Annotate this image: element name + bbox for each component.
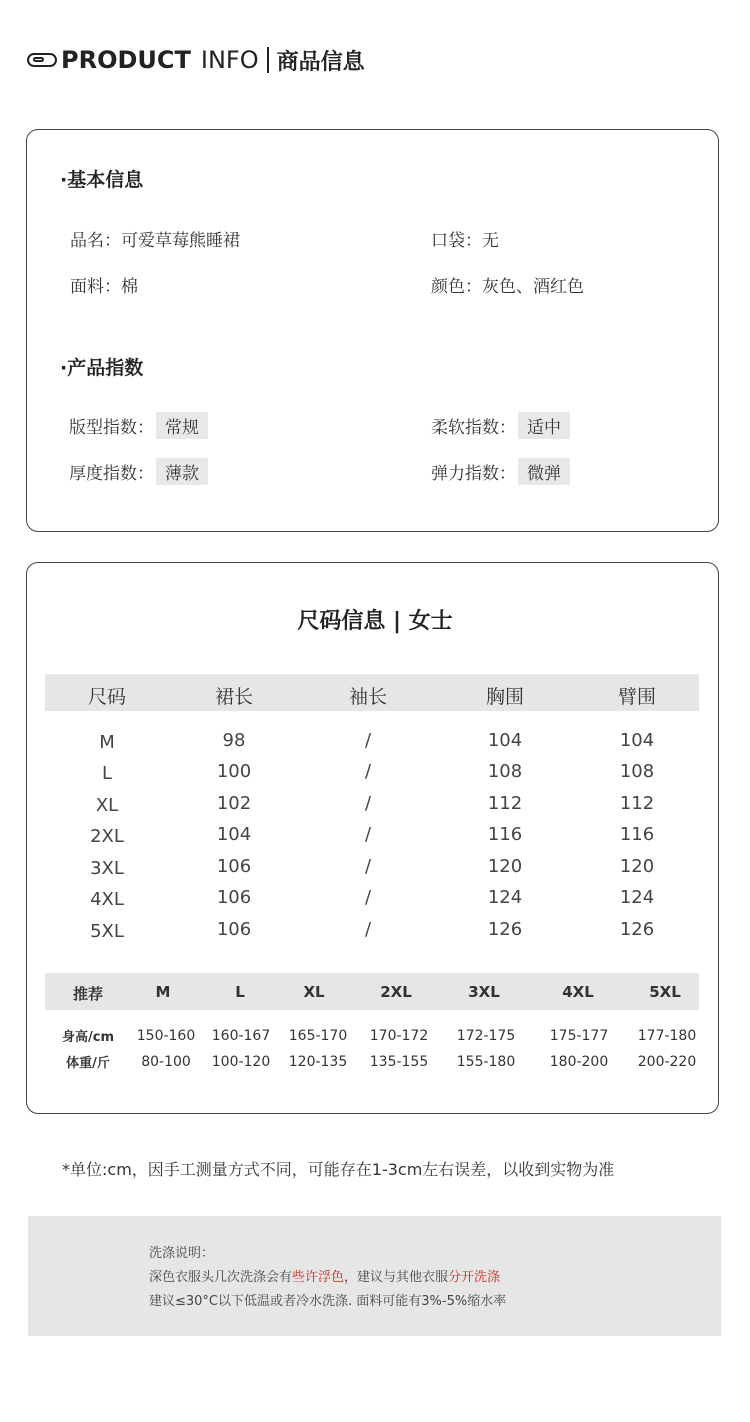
index-label: 弹力指数：: [431, 464, 516, 484]
size-col-header: 裙长: [214, 686, 253, 708]
size-cell: 5XL: [90, 921, 124, 942]
wash-line-temp: 建议≤30°C以下低温或者冷水洗涤. 面料可能有3%-5%缩水率: [149, 1294, 507, 1309]
size-cell: 108: [619, 761, 655, 782]
index-item-softness: [431, 412, 570, 439]
size-cell: 102: [216, 793, 252, 814]
height-range: 175-177: [549, 1028, 609, 1044]
wash-highlight: 分开洗涤: [448, 1270, 501, 1285]
height-range: 177-180: [637, 1028, 697, 1044]
basic-value: 灰色、酒红色: [482, 277, 584, 297]
height-range: 150-160: [136, 1028, 196, 1044]
size-cell: 126: [487, 919, 523, 940]
wash-title: 洗涤说明：: [149, 1246, 215, 1261]
size-cell: 108: [487, 761, 523, 782]
size-cell: 120: [487, 856, 523, 877]
index-title: ·产品指数: [60, 357, 144, 379]
index-label: 版型指数：: [69, 418, 154, 438]
basic-item-fabric: [70, 272, 138, 297]
wash-instructions-box: [28, 1216, 721, 1336]
size-cell: 106: [216, 919, 252, 940]
measurement-note: *单位:cm，因手工测量方式不同，可能存在1-3cm左右误差，以收到实物为准: [62, 1160, 615, 1179]
height-range: 170-172: [369, 1028, 429, 1044]
size-cell: L: [101, 763, 113, 784]
basic-value: 棉: [121, 277, 138, 297]
size-cell: 100: [216, 761, 252, 782]
weight-range: 180-200: [549, 1054, 609, 1070]
size-cell: 106: [216, 856, 252, 877]
size-cell: 98: [222, 730, 246, 751]
page-header: [27, 42, 365, 78]
weight-range: 155-180: [456, 1054, 516, 1070]
size-cell: 124: [487, 887, 523, 908]
recommend-col-header: 3XL: [468, 983, 500, 1001]
size-cell: 124: [619, 887, 655, 908]
recommend-col-header: 推荐: [72, 985, 103, 1003]
header-title-cn: 商品信息: [276, 49, 365, 75]
basic-label: 颜色：: [431, 277, 482, 297]
index-item-thickness: [69, 458, 208, 485]
weight-label: 体重/斤: [66, 1056, 110, 1071]
recommend-col-header: L: [235, 983, 245, 1001]
size-cell: 112: [619, 793, 655, 814]
size-cell: 116: [487, 824, 523, 845]
height-label: 身高/cm: [61, 1030, 114, 1045]
size-cell: /: [364, 793, 372, 814]
wash-text: 深色衣服头几次洗涤会有: [149, 1270, 293, 1285]
basic-value: 可爱草莓熊睡裙: [121, 231, 240, 251]
size-title: 尺码信息 | 女士: [297, 609, 453, 634]
index-value-pill: 常规: [156, 412, 208, 439]
header-info: INFO: [200, 46, 259, 74]
basic-item-name: [70, 226, 240, 251]
basic-item-pocket: [431, 226, 499, 251]
height-range: 172-175: [456, 1028, 516, 1044]
size-cell: 106: [216, 887, 252, 908]
size-cell: 4XL: [90, 889, 124, 910]
wash-text: ，建议与其他衣服: [344, 1270, 449, 1285]
size-cell: 104: [216, 824, 252, 845]
header-product: PRODUCT: [61, 46, 191, 74]
size-cell: 126: [619, 919, 655, 940]
index-value-pill: 薄款: [156, 458, 208, 485]
size-cell: /: [364, 824, 372, 845]
index-label: 厚度指数：: [69, 464, 154, 484]
basic-value: 无: [482, 231, 499, 251]
size-col-header: 臂围: [617, 686, 656, 708]
weight-range: 100-120: [211, 1054, 271, 1070]
weight-range: 120-135: [288, 1054, 348, 1070]
size-col-header: 袖长: [348, 686, 387, 708]
basic-label: 品名：: [70, 231, 121, 251]
height-range: 165-170: [288, 1028, 348, 1044]
size-cell: 116: [619, 824, 655, 845]
index-item-fit: [69, 412, 208, 439]
height-range: 160-167: [211, 1028, 271, 1044]
size-cell: 104: [619, 730, 655, 751]
recommend-col-header: 4XL: [562, 983, 594, 1001]
recommend-col-header: 5XL: [649, 983, 681, 1001]
size-cell: 2XL: [90, 826, 124, 847]
size-cell: XL: [95, 795, 119, 816]
size-cell: /: [364, 730, 372, 751]
size-cell: M: [99, 732, 115, 753]
size-cell: /: [364, 887, 372, 908]
size-col-header: 尺码: [87, 686, 126, 708]
recommend-col-header: M: [155, 983, 171, 1001]
size-cell: 104: [487, 730, 523, 751]
header-divider: [267, 47, 269, 73]
index-value-pill: 微弹: [518, 458, 570, 485]
recommend-col-header: 2XL: [380, 983, 412, 1001]
size-cell: /: [364, 761, 372, 782]
wash-line-color: [149, 1266, 500, 1285]
index-value-pill: 适中: [518, 412, 570, 439]
basic-label: 面料：: [70, 277, 121, 297]
index-item-elasticity: [431, 458, 570, 485]
size-cell: 120: [619, 856, 655, 877]
weight-range: 80-100: [141, 1054, 191, 1070]
basic-label: 口袋：: [431, 231, 482, 251]
weight-range: 200-220: [637, 1054, 697, 1070]
weight-range: 135-155: [369, 1054, 429, 1070]
size-col-header: 胸围: [485, 686, 524, 708]
size-cell: 112: [487, 793, 523, 814]
wash-highlight: 些许浮色: [292, 1270, 345, 1285]
basic-info-title: ·基本信息: [60, 169, 144, 191]
size-cell: 3XL: [90, 858, 124, 879]
size-cell: /: [364, 856, 372, 877]
basic-item-color: [431, 272, 584, 297]
size-cell: /: [364, 919, 372, 940]
index-label: 柔软指数：: [431, 418, 516, 438]
pill-logo-icon: [27, 53, 57, 67]
recommend-col-header: XL: [303, 983, 325, 1001]
